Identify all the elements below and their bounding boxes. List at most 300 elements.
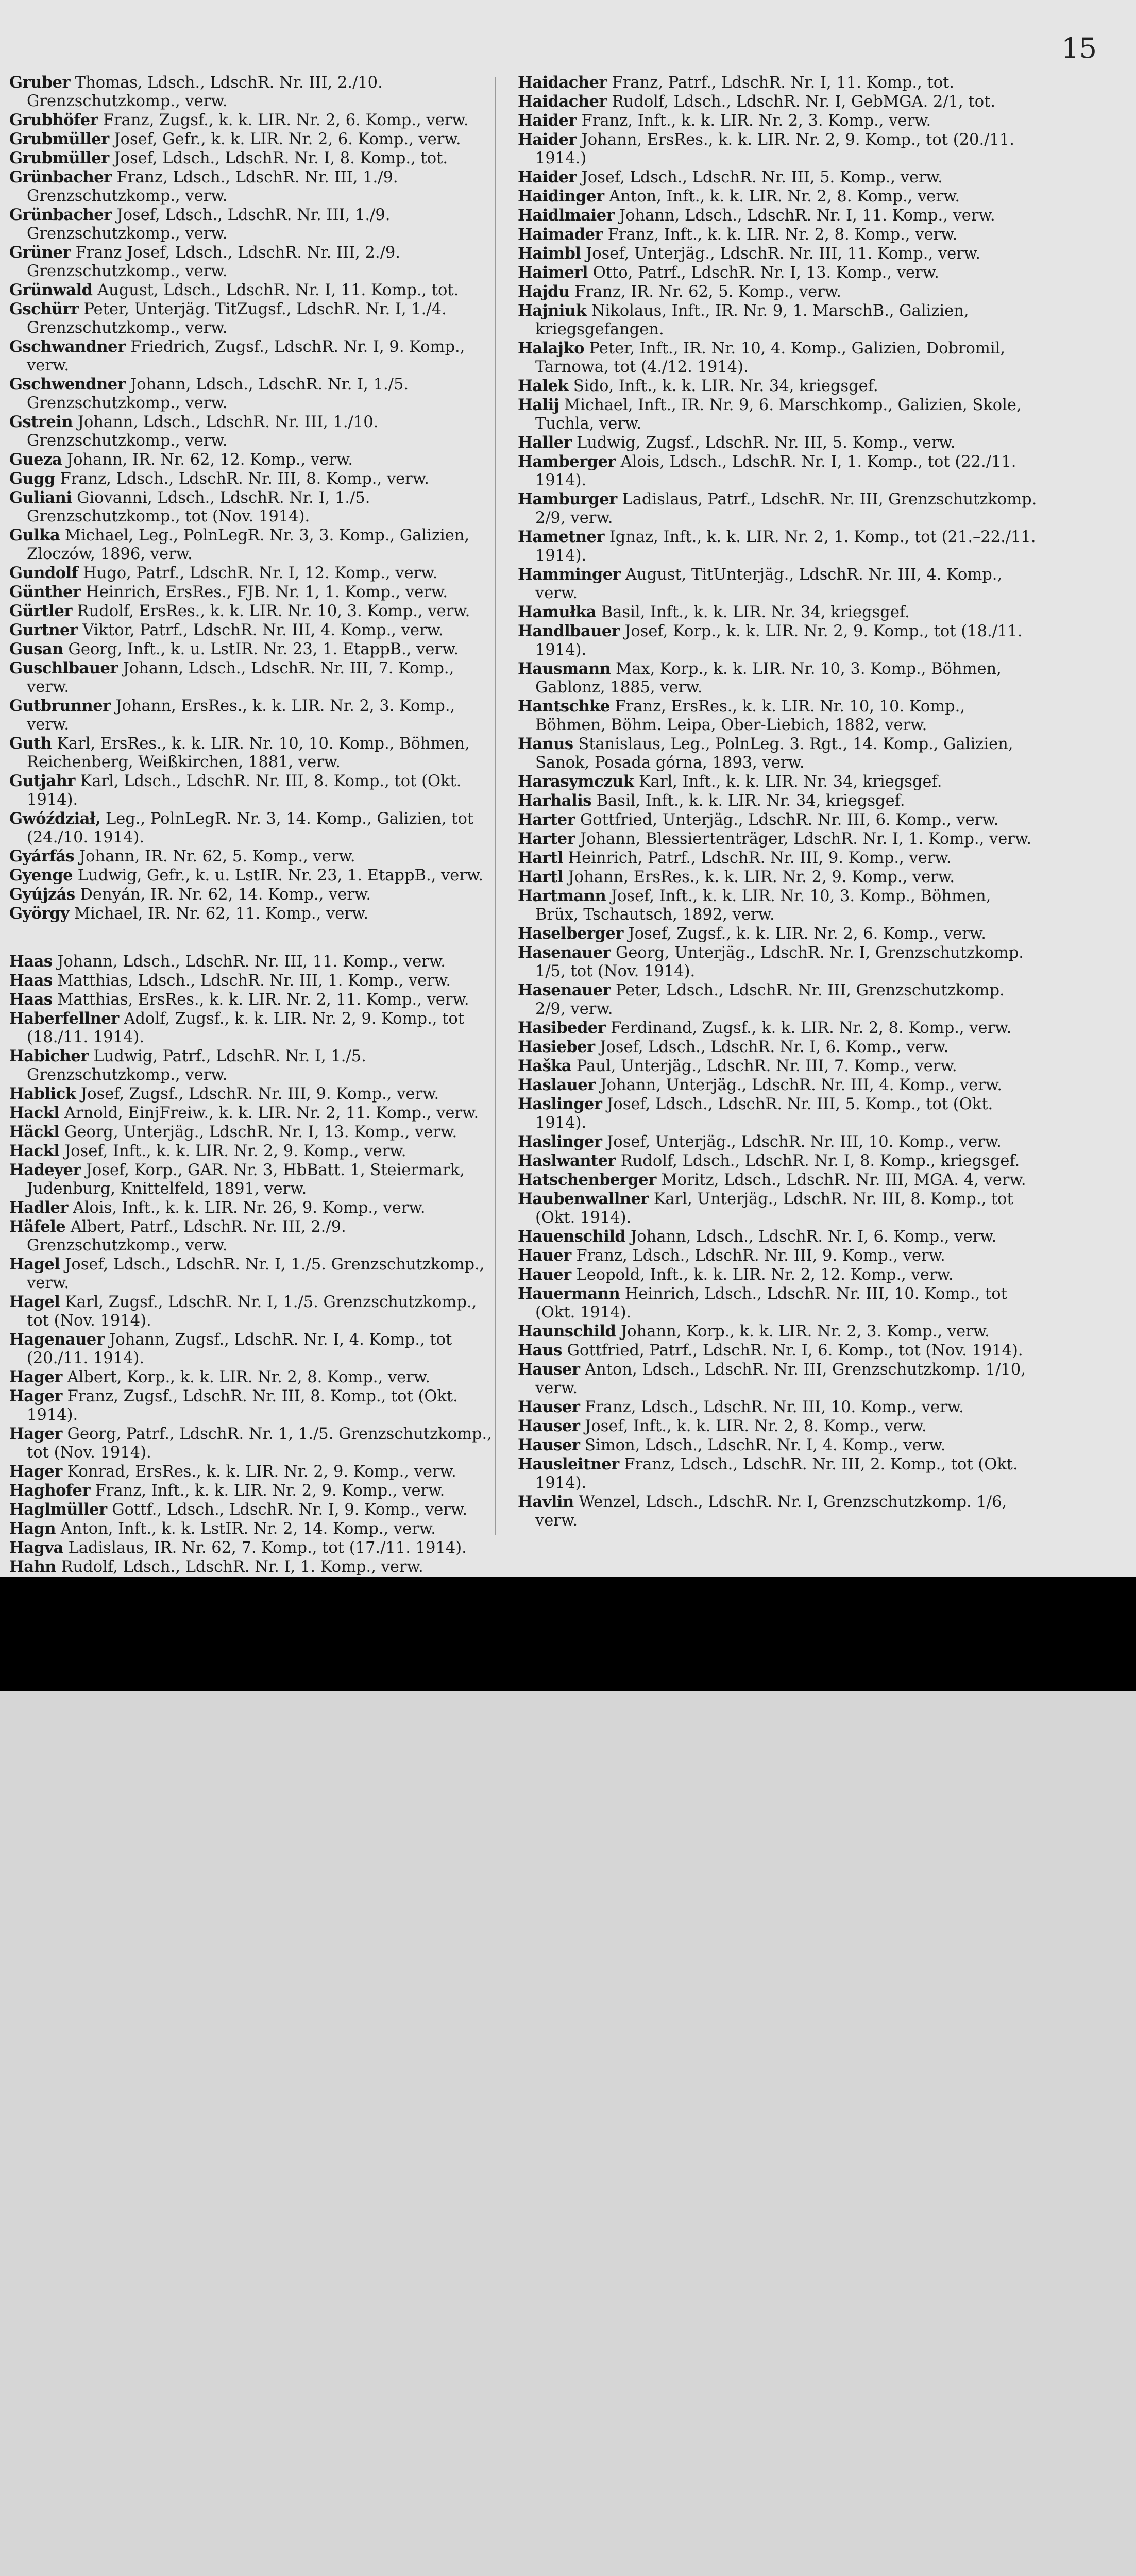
roster-entry [518,810,1038,829]
entry-details: Johann, Unterjäg., LdschR. Nr. III, 4. Komp., verw. [600,1076,1003,1094]
entry-details: Josef, Inft., k. k. LIR. Nr. 2, 8. Komp., verw. [585,1417,927,1435]
roster-entry [518,377,1038,396]
entry-details: Nikolaus, Inft., IR. Nr. 9, 1. MarschB., Galizien, kriegsgefangen. [535,302,969,338]
entry-surname: Hasieber [518,1038,595,1056]
entry-surname: Hagva [9,1538,63,1557]
entry-details: Franz, Patrf., LdschR. Nr. I, 11. Komp., tot. [612,74,955,92]
entry-surname: Hauermann [518,1284,620,1303]
entry-surname: Hauer [518,1265,571,1284]
roster-entry [9,1481,494,1500]
roster-entry [9,697,494,734]
entry-surname: Hahn [9,1557,56,1576]
roster-entry [518,659,1038,697]
entry-details: Franz, Inft., k. k. LIR. Nr. 2, 8. Komp., verw. [607,226,958,244]
roster-entry [518,111,1038,130]
entry-surname: Grubmüller [9,130,109,148]
entry-surname: Halij [518,396,559,414]
roster-entry [518,735,1038,772]
entry-surname: Hadler [9,1198,68,1217]
roster-entry [9,809,494,847]
entry-surname: Haslinger [518,1095,602,1113]
roster-entry [518,1076,1038,1095]
entry-surname: Harasymczuk [518,772,634,791]
roster-entry [9,111,494,130]
entry-surname: Grünbacher [9,168,112,187]
entry-details: Basil, Inft., k. k. LIR. Nr. 34, kriegsgef. [596,792,905,810]
roster-entry [518,1132,1038,1151]
roster-entry [9,300,494,337]
entry-surname: György [9,904,70,923]
entry-details: Karl, Unterjäg., LdschR. Nr. III, 8. Komp., tot (Okt. 1914). [535,1190,1013,1227]
roster-entry [518,924,1038,943]
entry-surname: Hagn [9,1519,56,1538]
roster-entry [9,375,494,413]
entry-surname: Hagenauer [9,1330,105,1349]
entry-surname: Hatschenberger [518,1171,656,1189]
entry-surname: Hager [9,1368,62,1386]
entry-surname: Handlbauer [518,622,620,640]
roster-entry [518,1095,1038,1132]
entry-surname: Haidacher [518,73,607,92]
roster-entry [9,1255,494,1293]
entry-details: Alois, Ldsch., LdschR. Nr. I, 1. Komp., tot (22./11. 1914). [535,453,1016,489]
entry-surname: Hausmann [518,659,611,678]
entry-details: Adolf, Zugsf., k. k. LIR. Nr. 2, 9. Komp., tot (18./11. 1914). [27,1010,465,1046]
entry-details: Arnold, EinjFreiw., k. k. LIR. Nr. 2, 11. Komp., verw. [64,1104,479,1122]
entry-surname: Hauser [518,1417,580,1435]
roster-entry [518,603,1038,622]
entry-surname: Haberfellner [9,1009,119,1028]
entry-surname: Hasibeder [518,1019,606,1037]
roster-entry [518,282,1038,301]
roster-entry [9,1387,494,1425]
entry-surname: Halajko [518,339,584,358]
entry-details: Johann, Ldsch., LdschR. Nr. I, 6. Komp., verw. [630,1228,997,1246]
roster-entry [9,621,494,640]
entry-surname: Hartl [518,849,563,867]
entry-details: Johann, IR. Nr. 62, 12. Komp., verw. [66,451,353,469]
entry-details: Franz, IR. Nr. 62, 5. Komp., verw. [574,283,841,301]
entry-details: Georg, Inft., k. u. LstIR. Nr. 23, 1. EtappB., verw. [68,640,459,658]
entry-details: Josef, Ldsch., LdschR. Nr. I, 8. Komp., tot. [114,149,448,167]
roster-entry [518,1417,1038,1436]
roster-entry [518,263,1038,282]
entry-surname: Hanus [518,735,573,753]
entry-surname: Hager [9,1387,62,1405]
entry-details: Wenzel, Ldsch., LdschR. Nr. I, Grenzschutzkomp. 1/6, verw. [535,1493,1007,1530]
entry-surname: Haider [518,130,577,149]
entry-surname: Gürtler [9,602,72,620]
entry-surname: Haus [518,1341,562,1360]
roster-entry [9,1519,494,1538]
entry-details: Franz, Ldsch., LdschR. Nr. III, 8. Komp., verw. [60,470,429,488]
roster-entry [518,1360,1038,1398]
entry-surname: Haunschild [518,1322,616,1341]
roster-entry [518,187,1038,206]
entry-details: Peter, Ldsch., LdschR. Nr. III, Grenzschutzkomp. 2/9, verw. [535,981,1005,1018]
entry-surname: Hauer [518,1246,571,1265]
entry-surname: Gundolf [9,564,78,582]
entry-details: Matthias, Ldsch., LdschR. Nr. III, 1. Komp., verw. [57,972,451,990]
entry-surname: Grubhöfer [9,111,98,129]
entry-details: Josef, Zugsf., k. k. LIR. Nr. 2, 6. Komp., verw. [628,925,986,943]
entry-details: Johann, Zugsf., LdschR. Nr. I, 4. Komp., tot (20./11. 1914). [27,1331,452,1367]
entry-details: Alois, Inft., k. k. LIR. Nr. 26, 9. Komp., verw. [73,1199,426,1217]
entry-details: Franz, Ldsch., LdschR. Nr. III, 10. Komp., verw. [585,1398,964,1416]
entry-surname: Grüner [9,243,71,262]
roster-entry [9,1161,494,1198]
entry-details: Johann, ErsRes., k. k. LIR. Nr. 2, 9. Komp., tot (20./11. 1914.) [535,131,1014,167]
entry-details: Friedrich, Zugsf., LdschR. Nr. I, 9. Komp., verw. [27,338,465,375]
entry-surname: Gueza [9,450,62,469]
roster-entry [518,225,1038,244]
roster-entry [9,1009,494,1047]
entry-surname: Gyújzás [9,885,75,904]
entry-details: Johann, Ldsch., LdschR. Nr. III, 7. Komp., verw. [27,659,454,696]
roster-entry [9,488,494,526]
entry-details: Josef, Ldsch., LdschR. Nr. I, 6. Komp., verw. [600,1038,949,1056]
entry-details: Otto, Patrf., LdschR. Nr. I, 13. Komp., verw. [592,264,939,282]
roster-entry [518,1436,1038,1455]
entry-details: Johann, Korp., k. k. LIR. Nr. 2, 3. Komp., verw. [621,1323,990,1341]
roster-entry [9,337,494,375]
roster-entry [518,206,1038,225]
roster-entry [9,971,494,990]
entry-details: Johann, ErsRes., k. k. LIR. Nr. 2, 3. Komp., verw. [27,697,455,734]
right-column [518,73,1038,1530]
entry-surname: Grubmüller [9,149,109,167]
entry-surname: Hauser [518,1360,580,1379]
entry-details: Josef, Inft., k. k. LIR. Nr. 2, 9. Komp., verw. [64,1142,406,1160]
roster-entry [9,847,494,866]
roster-entry [9,243,494,281]
roster-entry [9,1198,494,1217]
roster-entry [518,1227,1038,1246]
entry-details: Paul, Unterjäg., LdschR. Nr. III, 7. Komp., verw. [576,1057,957,1075]
entry-surname: Haslinger [518,1132,602,1151]
entry-details: Franz, Ldsch., LdschR. Nr. III, 9. Komp., verw. [576,1247,945,1265]
entry-details: Josef, Gefr., k. k. LIR. Nr. 2, 6. Komp., verw. [114,130,461,148]
roster-entry [518,301,1038,339]
entry-details: Georg, Patrf., LdschR. Nr. 1, 1./5. Grenzschutzkomp., tot (Nov. 1914). [27,1425,492,1462]
roster-entry [9,206,494,243]
entry-details: Moritz, Ldsch., LdschR. Nr. III, MGA. 4, verw. [661,1171,1026,1189]
entry-surname: Haimbl [518,244,581,263]
entry-details: Karl, ErsRes., k. k. LIR. Nr. 10, 10. Komp., Böhmen, Reichenberg, Weißkirchen, 1881, verw. [27,735,470,771]
entry-details: Josef, Korp., GAR. Nr. 3, HbBatt. 1, Steiermark, Judenburg, Knittelfeld, 1891, verw. [27,1161,465,1198]
entry-details: Josef, Ldsch., LdschR. Nr. III, 5. Komp., tot (Okt. 1914). [535,1095,993,1132]
roster-entry [518,1341,1038,1360]
entry-surname: Gruber [9,73,71,92]
roster-entry [518,868,1038,887]
entry-surname: Hametner [518,528,604,546]
roster-entry [9,469,494,488]
entry-details: Johann, Ldsch., LdschR. Nr. III, 11. Komp., verw. [57,953,446,971]
entry-surname: Habicher [9,1047,89,1065]
entry-details: Ladislaus, IR. Nr. 62, 7. Komp., tot (17./11. 1914). [68,1539,467,1557]
roster-entry [9,1123,494,1142]
roster-entry [518,1038,1038,1057]
roster-entry [518,1019,1038,1038]
entry-surname: Havlin [518,1493,574,1511]
entry-details: Ferdinand, Zugsf., k. k. LIR. Nr. 2, 8. Komp., verw. [611,1019,1012,1037]
entry-details: Anton, Ldsch., LdschR. Nr. III, Grenzschutzkomp. 1/10, verw. [535,1361,1026,1397]
entry-surname: Guth [9,734,52,753]
roster-entry [518,1493,1038,1530]
entry-surname: Guliani [9,488,72,507]
roster-entry [518,396,1038,433]
roster-entry [9,1293,494,1330]
entry-details: Johann, Ldsch., LdschR. Nr. III, 1./10. Grenzschutzkomp., verw. [27,413,379,450]
viewer-footer [0,1577,1136,1691]
roster-entry [518,168,1038,187]
entry-surname: Haidacher [518,92,607,111]
entry-surname: Haas [9,990,53,1009]
entry-surname: Gschwendner [9,375,126,394]
entry-surname: Halek [518,377,569,395]
roster-entry [9,772,494,809]
entry-details: Karl, Ldsch., LdschR. Nr. III, 8. Komp., tot (Okt. 1914). [27,772,462,809]
entry-details: Ludwig, Patrf., LdschR. Nr. I, 1./5. Grenzschutzkomp., verw. [27,1047,366,1084]
entry-surname: Hausleitner [518,1455,619,1473]
entry-surname: Hajdu [518,282,570,301]
entry-surname: Grünwald [9,281,93,299]
entry-details: Heinrich, ErsRes., FJB. Nr. 1, 1. Komp., verw. [86,583,448,601]
entry-surname: Harter [518,829,575,848]
roster-entry [518,981,1038,1019]
entry-surname: Gurtner [9,621,78,639]
roster-entry [9,168,494,206]
entry-details: Stanislaus, Leg., PolnLeg. 3. Rgt., 14. Komp., Galizien, Sanok, Posada górna, 1893, verw. [535,735,1013,772]
entry-details: Michael, IR. Nr. 62, 11. Komp., verw. [74,905,369,923]
entry-surname: Hagel [9,1255,60,1274]
roster-entry [518,1265,1038,1284]
entry-details: Hugo, Patrf., LdschR. Nr. I, 12. Komp., verw. [82,564,438,582]
roster-entry [9,1142,494,1161]
roster-entry [9,130,494,149]
roster-entry [518,1455,1038,1493]
entry-surname: Haselberger [518,924,623,943]
entry-surname: Hackl [9,1142,60,1160]
entry-details: Rudolf, ErsRes., k. k. LIR. Nr. 10, 3. Komp., verw. [77,602,470,620]
entry-details: Franz, Zugsf., LdschR. Nr. III, 8. Komp., tot (Okt. 1914). [27,1387,458,1424]
roster-entry [9,73,494,111]
roster-entry [9,866,494,885]
roster-entry [9,1084,494,1104]
entry-details: Rudolf, Ldsch., LdschR. Nr. I, 8. Komp., kriegsgef. [620,1152,1020,1170]
entry-details: Josef, Unterjäg., LdschR. Nr. III, 11. Komp., verw. [586,245,980,263]
entry-surname: Haglmüller [9,1500,107,1519]
roster-entry [9,990,494,1009]
entry-surname: Hasenauer [518,943,611,962]
entry-details: Franz, Zugsf., k. k. LIR. Nr. 2, 6. Komp., verw. [103,111,469,129]
entry-surname: Haidlmaier [518,206,615,225]
roster-entry [9,1538,494,1557]
entry-surname: Gwóździał, [9,809,101,828]
entry-details: Peter, Unterjäg. TitZugsf., LdschR. Nr. I, 1./4. Grenzschutzkomp., verw. [27,300,447,337]
roster-entry [9,1368,494,1387]
entry-details: Johann, ErsRes., k. k. LIR. Nr. 2, 9. Komp., verw. [568,868,955,886]
entry-details: Leopold, Inft., k. k. LIR. Nr. 2, 12. Komp., verw. [576,1266,954,1284]
roster-entry [518,565,1038,603]
entry-details: Josef, Unterjäg., LdschR. Nr. III, 10. Komp., verw. [607,1133,1002,1151]
roster-entry [9,952,494,971]
entry-surname: Gschürr [9,300,79,318]
entry-details: Josef, Ldsch., LdschR. Nr. I, 1./5. Grenzschutzkomp., verw. [27,1256,485,1292]
roster-entry [9,149,494,168]
entry-surname: Gugg [9,469,55,488]
entry-details: Johann, Ldsch., LdschR. Nr. I, 1./5. Grenzschutzkomp., verw. [27,376,409,412]
roster-entry [9,640,494,659]
entry-surname: Hamułka [518,603,597,621]
entry-details: Franz Josef, Ldsch., LdschR. Nr. III, 2./9. Grenzschutzkomp., verw. [27,244,400,280]
entry-surname: Haška [518,1057,572,1075]
entry-surname: Hamminger [518,565,621,584]
entry-surname: Guschlbauer [9,659,118,677]
entry-surname: Haas [9,952,53,971]
entry-surname: Grünbacher [9,206,112,224]
entry-surname: Hager [9,1425,62,1443]
roster-entry [518,528,1038,565]
entry-details: Thomas, Ldsch., LdschR. Nr. III, 2./10. Grenzschutzkomp., verw. [27,74,383,110]
roster-entry [9,450,494,469]
entry-details: Josef, Inft., k. k. LIR. Nr. 10, 3. Komp., Böhmen, Brüx, Tschautsch, 1892, verw. [535,887,991,924]
section-gap [9,923,494,952]
entry-surname: Hamberger [518,452,616,471]
entry-surname: Hauser [518,1398,580,1416]
column-divider [495,77,496,1535]
entry-details: Johann, Ldsch., LdschR. Nr. I, 11. Komp., verw. [619,207,995,225]
entry-details: Gottfried, Patrf., LdschR. Nr. I, 6. Komp., tot (Nov. 1914). [567,1342,1023,1360]
entry-surname: Günther [9,583,81,601]
roster-entry [518,829,1038,849]
entry-details: Karl, Inft., k. k. LIR. Nr. 34, kriegsgef. [638,773,942,791]
entry-surname: Gulka [9,526,60,545]
roster-entry [9,1500,494,1519]
entry-surname: Haghofer [9,1481,91,1500]
roster-entry [518,1190,1038,1227]
roster-entry [518,92,1038,111]
roster-entry [9,1217,494,1255]
entry-surname: Häfele [9,1217,66,1236]
entry-surname: Gutbrunner [9,697,111,715]
entry-surname: Gyárfás [9,847,75,866]
entry-details: Michael, Leg., PolnLegR. Nr. 3, 3. Komp., Galizien, Zloczów, 1896, verw. [27,527,470,563]
entry-details: Anton, Inft., k. k. LstIR. Nr. 2, 14. Komp., verw. [60,1520,436,1538]
entry-surname: Hamburger [518,490,617,509]
entry-details: Konrad, ErsRes., k. k. LIR. Nr. 2, 9. Komp., verw. [67,1463,456,1481]
entry-surname: Harhalis [518,791,591,810]
entry-surname: Haller [518,433,572,452]
roster-entry [9,659,494,697]
entry-surname: Harter [518,810,575,829]
entry-details: Franz, Inft., k. k. LIR. Nr. 2, 9. Komp., verw. [95,1482,445,1500]
roster-entry [9,602,494,621]
roster-entry [9,1557,494,1577]
roster-entry [518,1246,1038,1265]
entry-details: Giovanni, Ldsch., LdschR. Nr. I, 1./5. Grenzschutzkomp., tot (Nov. 1914). [27,489,370,526]
entry-details: Josef, Ldsch., LdschR. Nr. III, 5. Komp., verw. [581,168,943,187]
entry-details: Heinrich, Patrf., LdschR. Nr. III, 9. Komp., verw. [568,849,952,867]
entry-surname: Haas [9,971,53,990]
entry-details: August, Ldsch., LdschR. Nr. I, 11. Komp., tot. [97,281,459,299]
roster-entry [518,130,1038,168]
roster-entry [9,1104,494,1123]
roster-entry [518,849,1038,868]
entry-surname: Haslauer [518,1076,596,1094]
entry-details: August, TitUnterjäg., LdschR. Nr. III, 4. Komp., verw. [535,566,1003,602]
roster-entry [518,1171,1038,1190]
entry-details: Albert, Korp., k. k. LIR. Nr. 2, 8. Komp., verw. [67,1368,430,1386]
entry-surname: Hager [9,1462,62,1481]
roster-entry [9,413,494,450]
entry-surname: Hackl [9,1104,60,1122]
entry-surname: Häckl [9,1123,60,1141]
roster-entry [9,281,494,300]
entry-details: Franz, Inft., k. k. LIR. Nr. 2, 3. Komp., verw. [581,112,931,130]
roster-entry [518,697,1038,735]
entry-details: Josef, Zugsf., LdschR. Nr. III, 9. Komp., verw. [81,1085,439,1103]
roster-entry [518,433,1038,452]
roster-entry [518,1398,1038,1417]
roster-entry [9,904,494,923]
entry-details: Franz, ErsRes., k. k. LIR. Nr. 10, 10. Komp., Böhmen, Böhm. Leipa, Ober-Liebich, 1882, verw. [535,698,965,734]
roster-entry [518,772,1038,791]
roster-entry [9,1462,494,1481]
entry-surname: Hauser [518,1436,580,1454]
entry-details: Georg, Unterjäg., LdschR. Nr. I, Grenzschutzkomp. 1/5, tot (Nov. 1914). [535,944,1024,980]
entry-surname: Hauenschild [518,1227,626,1246]
entry-details: Ignaz, Inft., k. k. LIR. Nr. 2, 1. Komp., tot (21.–22./11. 1914). [535,528,1036,565]
roster-entry [9,526,494,564]
entry-details: Michael, Inft., IR. Nr. 9, 6. Marschkomp., Galizien, Skole, Tuchla, verw. [535,396,1022,433]
roster-entry [9,1425,494,1462]
entry-surname: Haubenwallner [518,1190,649,1208]
entry-details: Georg, Unterjäg., LdschR. Nr. I, 13. Komp., verw. [64,1123,457,1141]
roster-entry [518,943,1038,981]
entry-details: Viktor, Patrf., LdschR. Nr. III, 4. Komp., verw. [82,621,444,639]
entry-details: Franz, Ldsch., LdschR. Nr. III, 2. Komp., tot (Okt. 1914). [535,1455,1018,1492]
roster-entry [518,452,1038,490]
entry-surname: Hartl [518,868,563,886]
roster-entry [518,1284,1038,1322]
entry-details: Max, Korp., k. k. LIR. Nr. 10, 3. Komp., Böhmen, Gablonz, 1885, verw. [535,660,1002,697]
entry-surname: Hasenauer [518,981,611,999]
entry-surname: Hadeyer [9,1161,81,1179]
entry-surname: Haider [518,168,577,187]
entry-details: Simon, Ldsch., LdschR. Nr. I, 4. Komp., verw. [585,1436,946,1454]
roster-entry [518,1322,1038,1341]
entry-details: Denyán, IR. Nr. 62, 14. Komp., verw. [80,886,371,904]
entry-details: Josef, Ldsch., LdschR. Nr. III, 1./9. Grenzschutzkomp., verw. [27,206,391,243]
entry-details: Franz, Ldsch., LdschR. Nr. III, 1./9. Grenzschutzkomp., verw. [27,168,398,205]
left-column [9,73,494,1577]
entry-details: Ludwig, Zugsf., LdschR. Nr. III, 5. Komp., verw. [576,434,956,452]
roster-entry [518,490,1038,528]
roster-entry [518,887,1038,924]
roster-entry [9,1330,494,1368]
entry-details: Albert, Patrf., LdschR. Nr. III, 2./9. Grenzschutzkomp., verw. [27,1218,346,1255]
entry-surname: Hablick [9,1084,76,1103]
entry-surname: Gstrein [9,413,73,431]
entry-surname: Hajniuk [518,301,587,320]
entry-surname: Gyenge [9,866,73,885]
entry-surname: Hantschke [518,697,610,716]
entry-details: Ludwig, Gefr., k. u. LstIR. Nr. 23, 1. EtappB., verw. [77,867,484,885]
entry-details: Matthias, ErsRes., k. k. LIR. Nr. 2, 11. Komp., verw. [57,991,469,1009]
entry-surname: Haslwanter [518,1151,616,1170]
roster-entry [518,622,1038,659]
